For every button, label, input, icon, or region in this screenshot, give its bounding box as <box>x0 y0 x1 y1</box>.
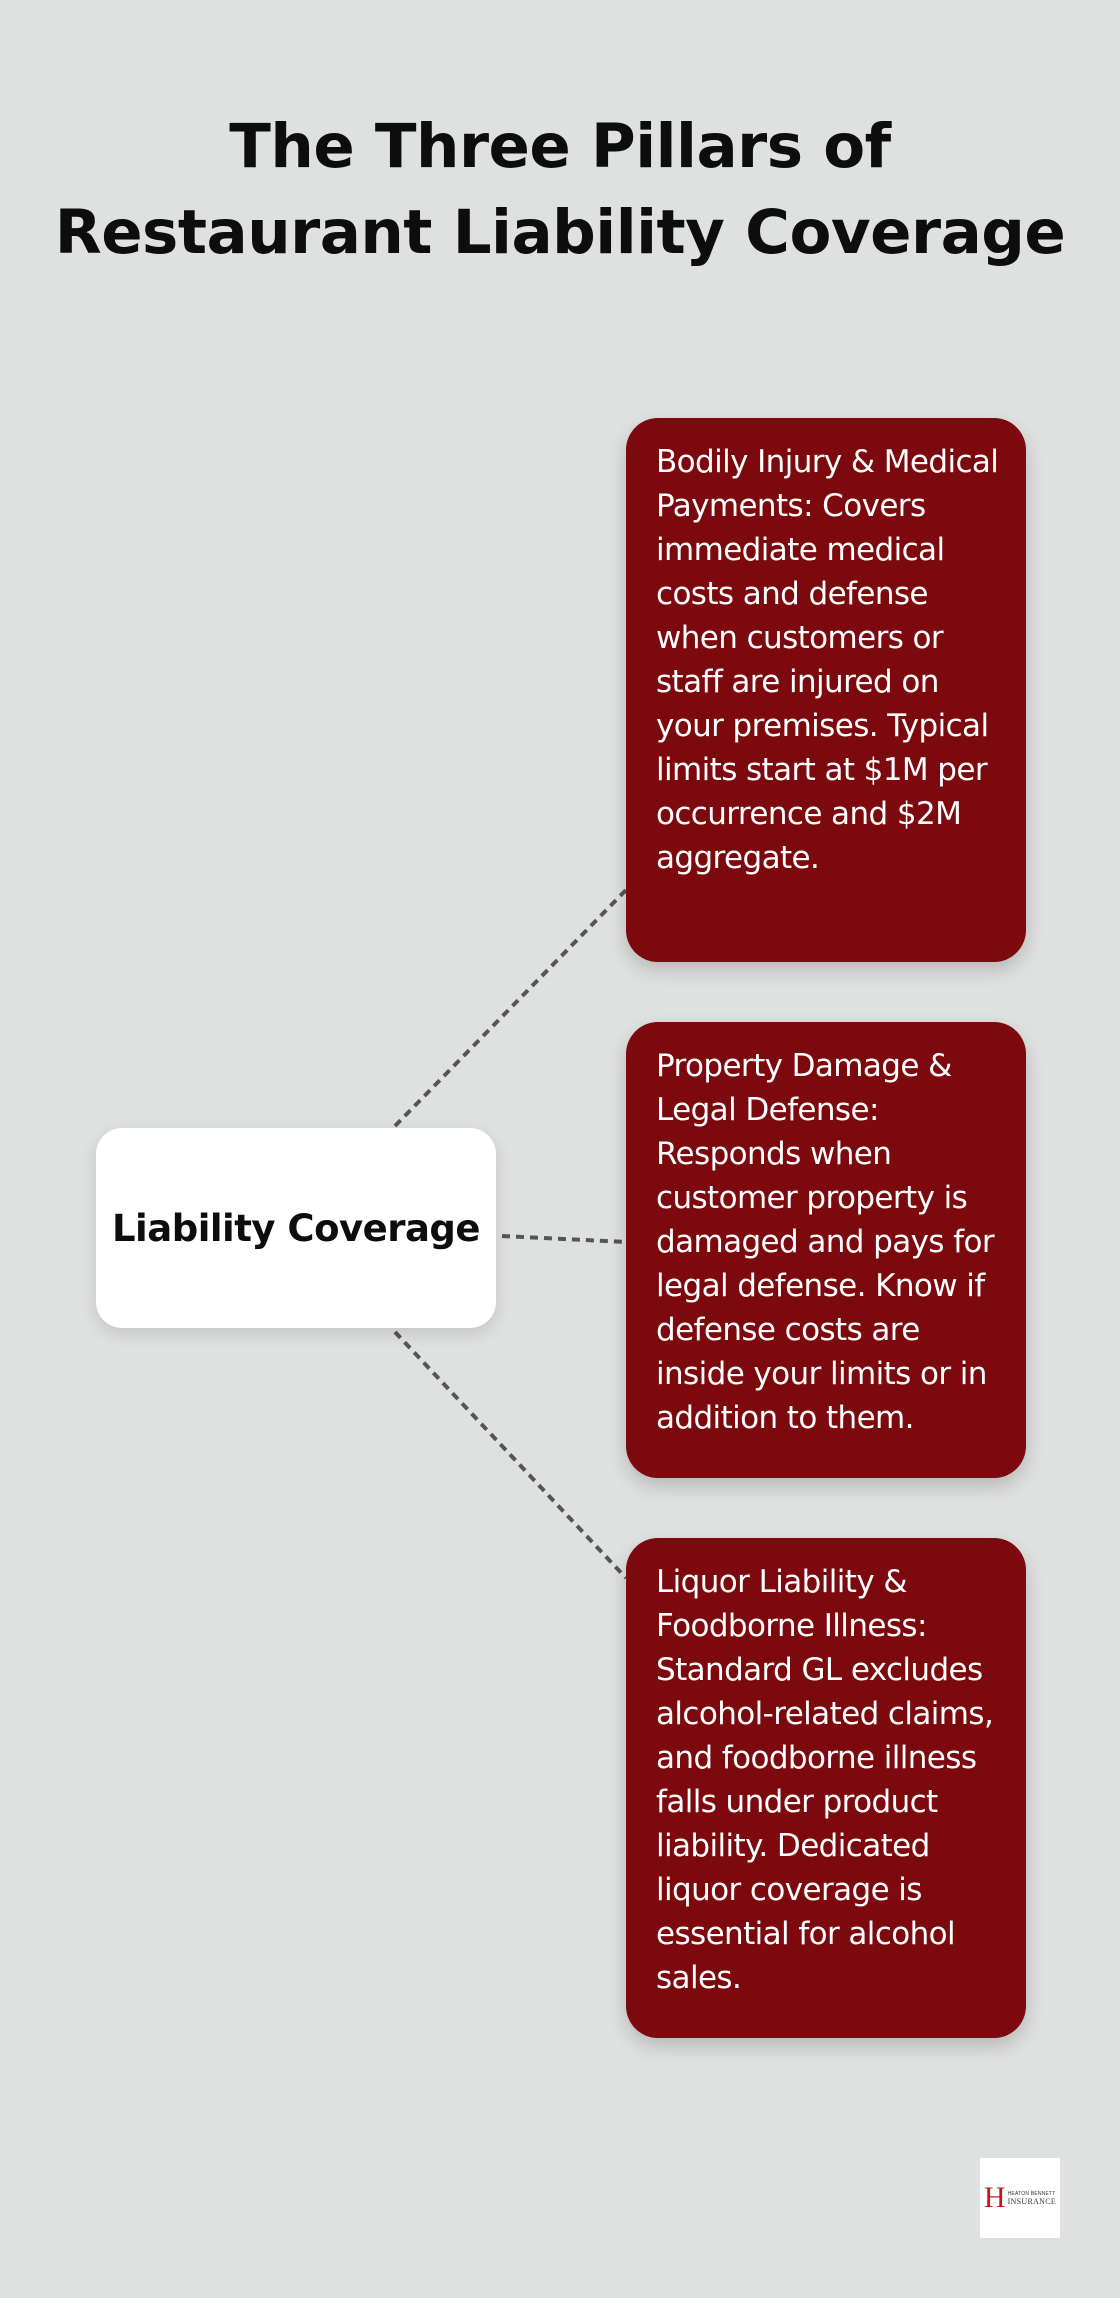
pillar-card-bodily-injury <box>626 418 1026 962</box>
logo-line-1: HEATON BENNETT <box>1007 2190 1056 2197</box>
center-label: Liability Coverage <box>111 1206 481 1250</box>
center-node <box>96 1128 496 1328</box>
pillar-text: Bodily Injury & Medical Payments: Covers immediate medical costs and defense when customers or staff are injured on your premises. Typical limits start at $1M per occurrence and $2M aggregate. <box>656 444 999 876</box>
connector-to-property-damage <box>502 1236 626 1242</box>
logo-wordmark <box>1008 2191 1056 2206</box>
pillar-text: Liquor Liability & Foodborne Illness: Standard GL excludes alcohol-related claims, and foodborne illness falls under product liability. Dedicated liquor coverage is essential for alcohol sales. <box>656 1564 994 1996</box>
connector-to-liquor-liability <box>395 1332 626 1578</box>
logo-line-2: INSURANCE <box>1007 2196 1057 2206</box>
connector-to-bodily-injury <box>395 890 626 1126</box>
pillar-card-property-damage <box>626 1022 1026 1478</box>
pillar-text: Property Damage & Legal Defense: Responds when customer property is damaged and pays for legal defense. Know if defense costs are inside your limits or in addition to them. <box>656 1048 994 1436</box>
brand-logo <box>980 2158 1060 2238</box>
pillar-card-liquor-liability <box>626 1538 1026 2038</box>
page-title: The Three Pillars of Restaurant Liability Coverage <box>54 111 1066 268</box>
logo-letter: H <box>983 2181 1006 2214</box>
